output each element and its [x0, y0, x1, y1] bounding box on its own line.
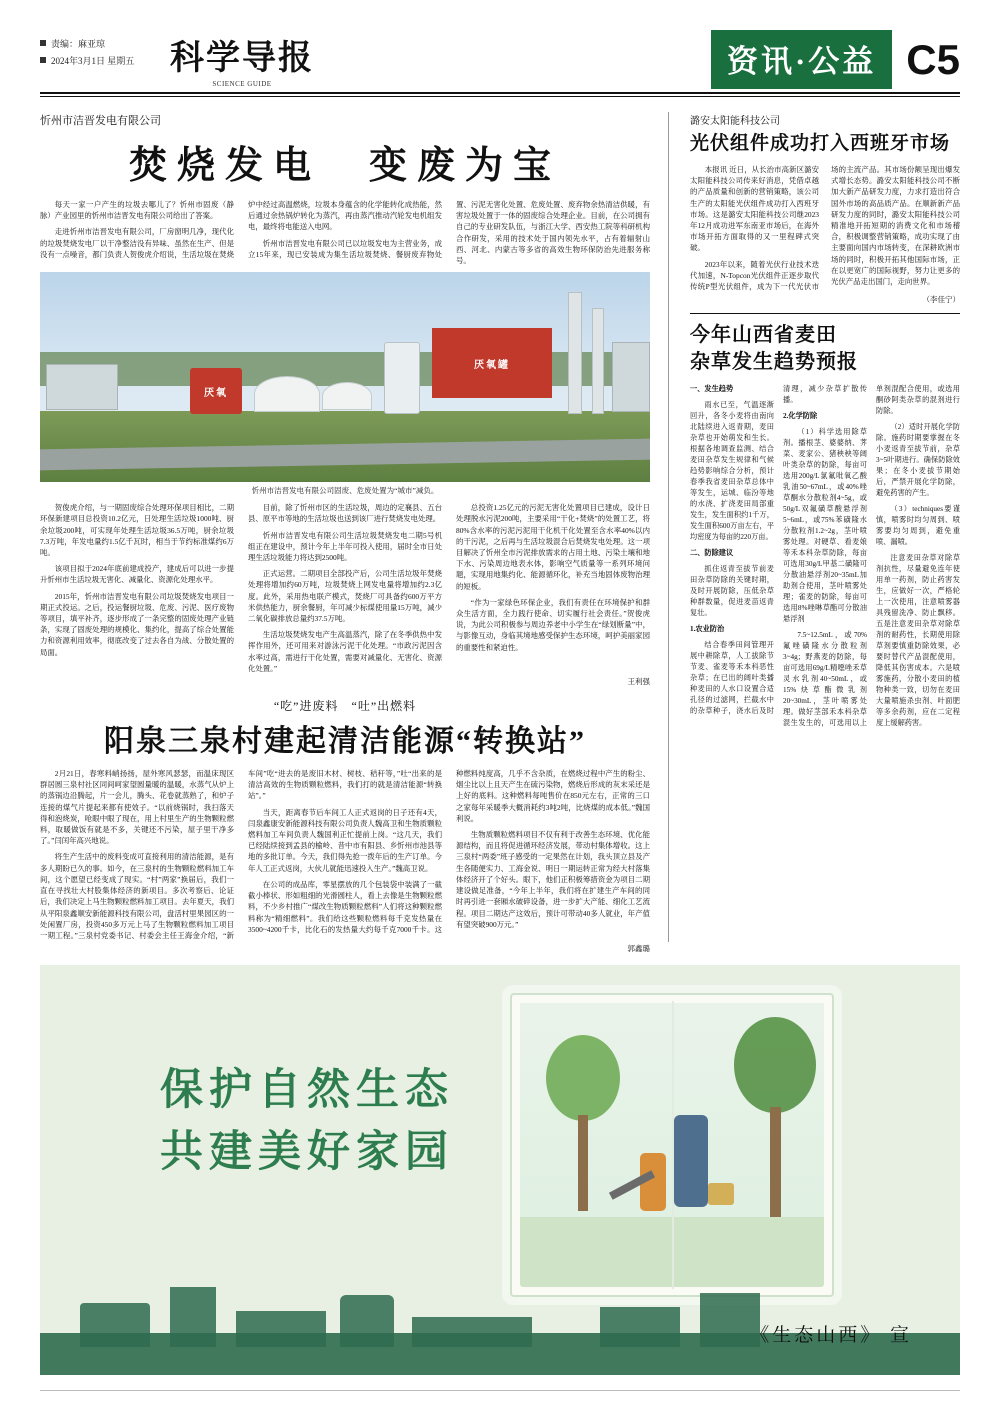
- right-divider: [690, 313, 960, 314]
- ad-illustration-book: [510, 993, 834, 1297]
- paragraph: 将生产生活中的废料变成可直接利用的清洁能源，是有多人期盼已久的事。如今，在三泉村的生物颗粒燃料加工车间，这个愿望已经变成了现实。“村”两家”换届后，我们一直在寻找壮大村股集体经济的新项目。多次考察后、论证后，我们决定上马生物颗粒燃料加工项目。去年夏天，我们从平阳泉鑫顺安新能源科技有限公司，盘活村里果园区的一处闲置厂房，投资450多万元上马了生物颗粒燃料加工项目一期工程。”三泉村党委书记、村委会主任王海金介绍，“新车间”吃“进去的是废旧木材、树枝、秸秆等，”吐“出来的是清洁高效的生物质颗粒燃料，我们打的就是清洁能源“转换站”。”: [40, 769, 442, 940]
- paper-name-en: SCIENCE GUIDE: [212, 80, 272, 88]
- main-story-headline: 焚烧发电 变废为宝: [128, 145, 561, 187]
- photo-caption: 忻州市洁晋发电有限公司固废、危废处置为“城市”减负。: [251, 486, 439, 496]
- main-story-kicker: 忻州市洁晋发电有限公司: [40, 115, 161, 127]
- section-heading: 二、防除建议: [690, 549, 734, 558]
- paragraph: 生物质颗粒燃料项目不仅有利于改善生态环境、优化能源结构，而且将促进循环经济发展，带动村集体增收。这上三泉村“两委”班子感受的一定果然在计划，我头顶立县及产生各随便实力、工海金说、明日一期运转正常为经大村落集体经济开了个好头。眼下，他们正积极筹措资金为项目二期建设做足准备，“今年上半年，我们将在扩建生产车间的同时再引进一套厢水破碎设备，进一步扩大产能、细化工艺流程。项目二期达产这效后，预计可带动40多人就业，年产值有望突破900万元。”: [456, 830, 650, 929]
- masthead-rule-thin: [40, 96, 960, 97]
- masthead-section-block: [711, 30, 960, 89]
- building-shape: [600, 1307, 680, 1347]
- page-number: C5: [906, 35, 960, 83]
- main-story-body-bottom: [40, 502, 650, 674]
- column-divider: [668, 112, 669, 942]
- bullet-icon: [40, 57, 46, 63]
- masthead-meta: [40, 36, 134, 70]
- right-bottom-headline: 今年山西省麦田 杂草发生趋势预报: [690, 324, 858, 374]
- ad-slogan: [160, 1060, 454, 1184]
- main-story: [40, 112, 650, 954]
- photo-treeline: [40, 352, 650, 386]
- editor-line: 责编：麻亚琼: [51, 39, 106, 49]
- paragraph: 忻州市洁晋发电有限公司已以垃圾发电为主营业务，成立15年来，现已安装成为集生活垃圾焚烧、餐厨废弃物处置、污泥无害化处置、危废处置、废弃物余热清洁供暖，有害垃圾处置于一体的固废综合处理企业。目前，在公司拥有自己的专业研发队伍，与浙江大学、西安热工院等科研机构合作研发，采用的技术处于国内领先水平，占有着辐射山西、河北、内蒙古等多省的高效生物环保防治先进服务称号。: [248, 200, 650, 266]
- paragraph: 2015年，忻州市洁晋发电有限公司垃圾焚烧发电项目一期正式投运。之后，投运餐厨垃圾、危废、污泥、医疗废物等项目，填平补齐，逐步形成了一条完整的固废处理产业链条，实现了固废处理的规模化、集约化，提高了综合处置能力和资源利用效率，彻底改变了过去各自为战、分散处置的局面。: [40, 591, 234, 657]
- secondary-story-headline: 阳泉三泉村建起清洁能源“转换站”: [104, 725, 586, 759]
- photo-dome: [254, 376, 320, 412]
- paragraph: 贺俊虎介绍，与一期固废综合处理环保项目相比，二期环保新建项目总投资10.2亿元，日处理生活垃圾1000吨、厨余垃圾200吨，可实现年处理生活垃圾36.5万吨，厨余垃圾7.3万吨，年发电量约1.5亿千瓦时，相当于节约标准煤约6万吨。: [40, 503, 234, 558]
- tree-trunk: [770, 1107, 781, 1217]
- paragraph: 2023年以来，随着光伏行业技术迭代加速，N-Topcon光伏组件正逐步取代传统P型光伏组件，成为下一代光伏市场的主流产品。其市场份额呈现出爆发式增长态势。潞安太阳能科技公司不断加大新产品研发力度，力求打造出符合国外市场的高品质产品。在顺新新产品研发力度的同时，潞安太阳能科技公司精准地开拓短期的消费文化和市场稽合，积极调整营销策略，成功实现了由主要面向国内市场转变，在深耕欧洲市场的同时，积极开拓其他国际市场，正在以更宽广的国际视野，努力让更多的光伏产品走出国门，走向世界。: [690, 165, 960, 292]
- paper-name: 科学导报: [170, 40, 314, 77]
- photo-building: [46, 364, 118, 410]
- paragraph: 注意麦田杂草对除草剂抗性，尽量避免连年使用单一药剂，防止药害发生，应做好一次，严格轮上一次使用，注意喷雾器具残留洗净、防止飘移。五是注意麦田杂草对除草剂的耐药性，长期使用除草剂要慎重防除效果，必要时替代产品混配使用，降低其伤害成本。六是喷雾施药，分散小麦田的植物种类一致，切勿在麦田大量喷施杀虫剂、叶面肥等多余药剂，应在二定程度上缓解药害。: [876, 554, 960, 728]
- photo-dome: [322, 382, 372, 410]
- paragraph: 走进忻州市洁晋发电有限公司，厂房窗明几净，现代化的垃圾焚烧发电厂以干净整洁没有异味、虽然在生产、但是没有一点噪音，都门负责人贺俊虎介绍说，生活垃圾在焚烧炉中经过高温燃烧，垃圾本身蕴含的化学能转化成热能，然后通过余热锅炉转化为蒸汽，再由蒸汽推动汽轮发电机组发电，最终将电能送入电网。: [40, 200, 442, 259]
- tower-shape: [170, 1287, 216, 1347]
- paragraph: （2）适时开展化学防除。施药时期要掌握在冬小麦返青至拔节前，杂草3~5叶期进行。确保防除效果；在冬小麦拔节期始后，严禁开展化学防除，避免药害的产生。: [876, 423, 960, 498]
- paragraph: （1）科学选用除草剂。播根茎、婆婆纳、荠菜、麦家公、猪秧秧等阔叶类杂草的防除，每亩可选用200g/L氯氟吡氧乙酸乳油50~67mL，或40%唑草酮水分散粒剂4~5g，或50g/L双氟磺草酸悬浮剂5~6mL，或75%苯磺隆水分散粒剂1.2~2g，茎叶喷雾处理。对硬草、看麦娘等禾本科杂草防除，每亩可选用30g/L甲基二磺隆可分散油悬浮剂20~35mL加助剂合使用，茎叶喷雾处理；雀麦的防除，每亩可选用8%唑啉草酯可分散油悬浮剂: [783, 428, 867, 624]
- paragraph: 目前，除了忻州市区的生活垃圾，周边的定襄县、五台县、原平市等地的生活垃圾也送到该厂进行焚烧发电处理。: [248, 503, 442, 524]
- paragraph: 7.5~12.5mL，或70%氟唑磺隆水分散粒剂3~4g；野燕麦的防除，每亩可选用69g/L精噁唑禾草灵水乳剂40~50mL，或15%炔草酯微乳剂20~30mL，茎叶喷雾处理。做好茎部禾本科杂草混生发生的，可选用以上单剂混配合使用，或选用酮砂阿类杂草的混剂进行防除。: [783, 385, 960, 728]
- pagoda-shape: [340, 1295, 394, 1347]
- right-top-headline: 光伏组件成功打入西班牙市场: [690, 133, 951, 154]
- photo-building: [612, 342, 650, 412]
- paragraph: 该项目拟于2024年底前建成投产，建成后可以进一步提升忻州市生活垃圾无害化、减量化、资源化处理水平。: [40, 564, 234, 585]
- paragraph: （3）techniques要谨慎，喷雾时均匀周到、喷雾要均匀周到，避免重喷、漏喷。: [876, 505, 960, 547]
- section-badge: 资讯·公益: [711, 30, 892, 89]
- main-story-signature: 王利强: [627, 677, 650, 687]
- paragraph: “作为一家绿色环保企业，我们有责任在环境保护和群众生活方面，全力践行使命、切实履行社会责任。”贺俊虎说，为此公司积极参与周边养老中小学生在“绿划断量”中，与影像互动，身临其境地感受保护生态环境，呵护美丽家园的重要性和紧迫性。: [456, 597, 650, 652]
- ad-slogan-line1: 保护自然生态: [160, 1067, 454, 1114]
- right-top-body: [690, 164, 960, 292]
- right-top-signature: （李佳宁）: [922, 295, 960, 305]
- section-heading: 2.化学防除: [783, 412, 818, 421]
- footer-rule: [40, 1390, 960, 1391]
- main-story-body-top: [40, 199, 650, 266]
- bullet-icon: [40, 40, 46, 46]
- paragraph: 本报讯 近日，从长治市高新区潞安太阳能科技公司传来好消息，凭借卓越的产品质量和创新的营销策略，该公司生产的太阳能光伏组件成功打入西班牙市场。这是潞安太阳能科技公司继2023年12月成功进军东南亚市场后，在海外市场开拓方面取得的又一里程碑式突破。: [690, 165, 819, 253]
- paragraph: 总投资1.25亿元的污泥无害化处置项目已建成，设计日处理脱水污泥200吨，主要采用“干化+焚烧”的处置工艺，将80%含水率的污泥污泥用干化机干化处置至含水率40%以内的干污泥，之后再与生活垃圾混合后焚烧发电处理。这一项目解决了忻州全市污泥排放需求的占用土地、污染土壤和地下水、污染周边地表水体，影响空气质量等一系列环境问题，实现用地集约化、能源循环化，补充当地固体废物治理的短板。: [456, 503, 650, 591]
- paragraph: 在公司的成品库，零星摆放的几个包装袋中装满了一截截小棒状、形如粗细的光滑圆柱人，看上去像是生物颗粒燃料，不少乡村推广“煤改生物质颗粒燃料”人们将这种颗粒燃料称为“精细燃料”。我们给这些颗粒燃料每千克发热量在3500~4200千卡，比化石的发热量大约每千克7000千卡。这种燃料纯度高，几乎不含杂质，在燃烧过程中产生的粉尘、烟尘比以上且天产生在硫污染物，燃烧后形成的灰末采还是上好的底料。这种燃料每吨售价在850元左右，正常的三口之家每年采暖季大概消耗约3吨2吨，比烧煤的成本低。”魏国利说。: [248, 769, 650, 934]
- photo-red-tank: 厌氧: [190, 368, 242, 414]
- photo-stack: [592, 308, 604, 414]
- section-heading: 1.农业防治: [690, 625, 725, 634]
- paragraph: 正式运营。二期项目全部投产后，公司生活垃圾年焚烧处理将增加约60万吨，垃圾焚烧上网发电量将增加约2.3亿度。此外，采用热电联产模式，焚烧厂可具备约600万平方米供热能力，厨余餐厨，年可减少标煤使用量15万吨，减少二氧化碳排放总量约37.5万吨。: [248, 569, 442, 624]
- paragraph: 雨水已至，气温逐渐回升，各冬小麦将由南向北陆续进入返青期，麦田杂草也开始萌发和生长。根据各地调查监测、结合麦田杂草发生规律和气候趋势影响综合分析，预计春季我省麦田杂草总体中等发生，运城、临汾等地的水浇、扩浇麦田局部重发生，发生面积约1千万，发生面积600万亩左右，平均密度为每亩的220万亩。: [690, 401, 774, 542]
- right-bottom-body: [690, 384, 960, 729]
- date-line: 2024年3月1日 星期五: [51, 56, 135, 66]
- right-top-kicker: 潞安太阳能科技公司: [690, 116, 780, 127]
- photo-tank: [384, 342, 420, 414]
- watering-can-icon: [708, 1183, 734, 1205]
- paragraph: 每天一家一户产生的垃圾去哪儿了？忻州市固废（静脉）产业园里的忻州市洁晋发电有限公司给出了答案。: [40, 200, 234, 221]
- masthead-rule: [40, 92, 960, 94]
- plant-photo: [40, 272, 650, 482]
- tree-trunk: [578, 1115, 588, 1211]
- secondary-story-body: [40, 768, 650, 941]
- building-shape: [80, 1303, 150, 1347]
- paragraph: 2月21日，春寒料峭扬扬，屋外寒风瑟瑟，而温床现区群居圆三泉村社区同间呵家望圆量暖的温暖，水蒸气从炉上的蒸锅边沿腾起，片一会儿，腾头、花卷就蒸熟了，和炉子连接的煤气片提起来都有使效子。“以前烧锅时，我扫落天得和泡烧炭，呛眼中眼了现在，用上村里生产的生物颗粒燃料，取暖做饭有就是不多，关键还不污染，屋子里干净多了。”闫闰年高兴地说。: [40, 769, 234, 846]
- paragraph: 当天，距离春节后车间工人正式返岗的日子还有4天，闫泉鑫康安新能源科技有限公司负责人魏高卫和生物质颗粒燃料加工车间负责人魏国利正忙提前上岗。“这几天，我们已经陆续接到孟县的榆岭、昔中市有阳县、乡忻州市池县等地的多批订单。今天，我们得先抢一拨年后的生产订单。今年人工正式返岗，大伙儿就能迅速投入生产。”魏高卫说。: [248, 807, 442, 873]
- paragraph: 抓住返青至拔节前麦田杂草防除的关键时期，及时开展防除，压低杂草种群数量，促进麦苗返青复壮。: [690, 565, 774, 618]
- paper-logo: [170, 30, 314, 88]
- paragraph: 结合春季田间管理开展中耕除草，人工拔除节节麦、雀麦等禾本科恶性杂草；在已出的阔叶类播种麦田的人水口设置合适孔径的过滤网，拦截水中的杂草种子，浇水后及时清理，减少杂草扩散传播。: [690, 385, 867, 716]
- bridge-shape: [412, 1317, 532, 1347]
- adult-figure: [674, 1115, 708, 1207]
- photo-red-tank-label: 厌氧罐: [432, 328, 552, 398]
- right-column: [690, 112, 960, 729]
- book-ground: [520, 1217, 824, 1287]
- masthead: [40, 30, 960, 92]
- ad-slogan-line2: 共建美好家园: [160, 1129, 454, 1176]
- photo-stack: [568, 292, 582, 414]
- secondary-story-kicker: “吃”进废料 “吐”出燃料: [273, 699, 417, 714]
- ad-signature: 《生态山西》 宣: [750, 1325, 912, 1346]
- tree-icon: [546, 1035, 620, 1121]
- building-shape: [236, 1311, 326, 1347]
- secondary-story-signature: 郭鑫璐: [627, 944, 650, 954]
- public-service-ad: [40, 965, 960, 1375]
- paragraph: 生活垃圾焚烧发电产生高温蒸汽，除了在冬季供热中发挥作用外，还可用来对游泳污泥干化处理。“市政污泥因含水率过高，需进行干化处置，需要对减量化、无害化、资源化处置。”: [248, 630, 442, 673]
- tree-icon: [734, 1017, 816, 1113]
- paragraph: 忻州市洁晋发电有限公司生活垃圾焚烧发电二期5号机组正在建设中，预计今年上半年可投入使用，届时全市日处理生活垃圾能力将达到2500吨。: [248, 530, 442, 563]
- section-heading: 一、发生趋势: [690, 385, 734, 394]
